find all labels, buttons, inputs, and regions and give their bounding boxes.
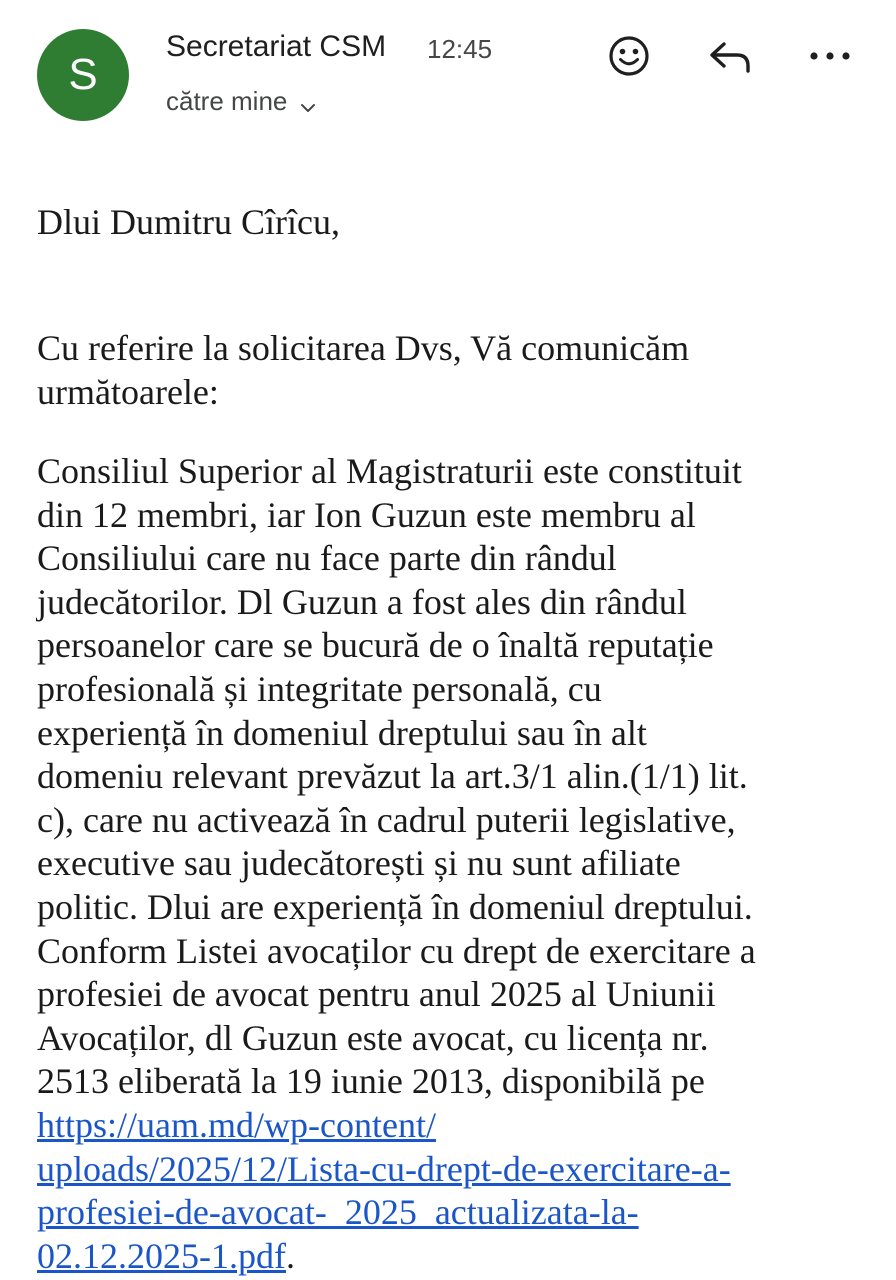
reply-icon[interactable]: [706, 32, 754, 80]
intro-line: următoarele:: [37, 372, 219, 412]
link-trailing-period: .: [285, 1235, 295, 1276]
body-line: persoanelor care se bucură de o înaltă reputație: [37, 625, 714, 666]
intro-line: Cu referire la solicitarea Dvs, Vă comunicăm: [37, 328, 690, 368]
body-line: domeniu relevant prevăzut la art.3/1 alin.(1/1) lit.: [37, 756, 748, 797]
body-line: executive sau judecătorești și nu sunt afiliate: [37, 843, 681, 884]
body-line: politic. Dlui are experiență în domeniul dreptului.: [37, 886, 753, 927]
document-link[interactable]: [37, 1191, 867, 1235]
emoji-icon[interactable]: [605, 32, 653, 80]
body-line: profesiei de avocat pentru anul 2025 al Uniunii: [37, 974, 716, 1015]
sender-name[interactable]: Secretariat CSM: [166, 30, 387, 63]
chevron-down-icon: [299, 93, 317, 111]
body-line: experiență în domeniul dreptului sau în alt: [37, 712, 647, 753]
body-line: profesională și integritate personală, cu: [37, 668, 602, 709]
message-time: 12:45: [427, 34, 493, 64]
link-line[interactable]: profesiei-de-avocat-_2025_actualizata-la-: [37, 1192, 639, 1233]
link-line[interactable]: 02.12.2025-1.pdf: [37, 1235, 286, 1276]
body-line: Consiliului care nu face parte din rândul: [37, 538, 617, 579]
more-icon[interactable]: [806, 32, 854, 80]
body-line: 2513 eliberată la 19 iunie 2013, disponibilă pe: [37, 1061, 705, 1102]
sender-avatar[interactable]: S: [37, 29, 129, 121]
body-line: judecătorilor. Dl Guzun a fost ales din rândul: [37, 581, 687, 622]
message-intro: [37, 326, 867, 414]
recipient-label: către mine: [166, 86, 288, 116]
document-link[interactable]: [37, 1104, 867, 1148]
message-greeting: Dlui Dumitru Cîrîcu,: [37, 202, 340, 242]
link-line[interactable]: https://uam.md/wp-content/: [37, 1104, 436, 1145]
body-line: Consiliul Superior al Magistraturii este constituit: [37, 451, 742, 491]
body-line: c), care nu activează în cadrul puterii legislative,: [37, 799, 736, 840]
message-header: [0, 0, 896, 140]
body-line: Avocaților, dl Guzun este avocat, cu licența nr.: [37, 1017, 709, 1058]
body-line: Conform Listei avocaților cu drept de exercitare a: [37, 930, 756, 971]
recipient-toggle[interactable]: [166, 86, 317, 117]
message-body: [37, 450, 867, 1278]
document-link[interactable]: [37, 1235, 867, 1279]
body-line: din 12 membri, iar Ion Guzun este membru al: [37, 494, 696, 535]
document-link[interactable]: [37, 1148, 867, 1192]
link-line[interactable]: uploads/2025/12/Lista-cu-drept-de-exercitare-a-: [37, 1148, 731, 1189]
